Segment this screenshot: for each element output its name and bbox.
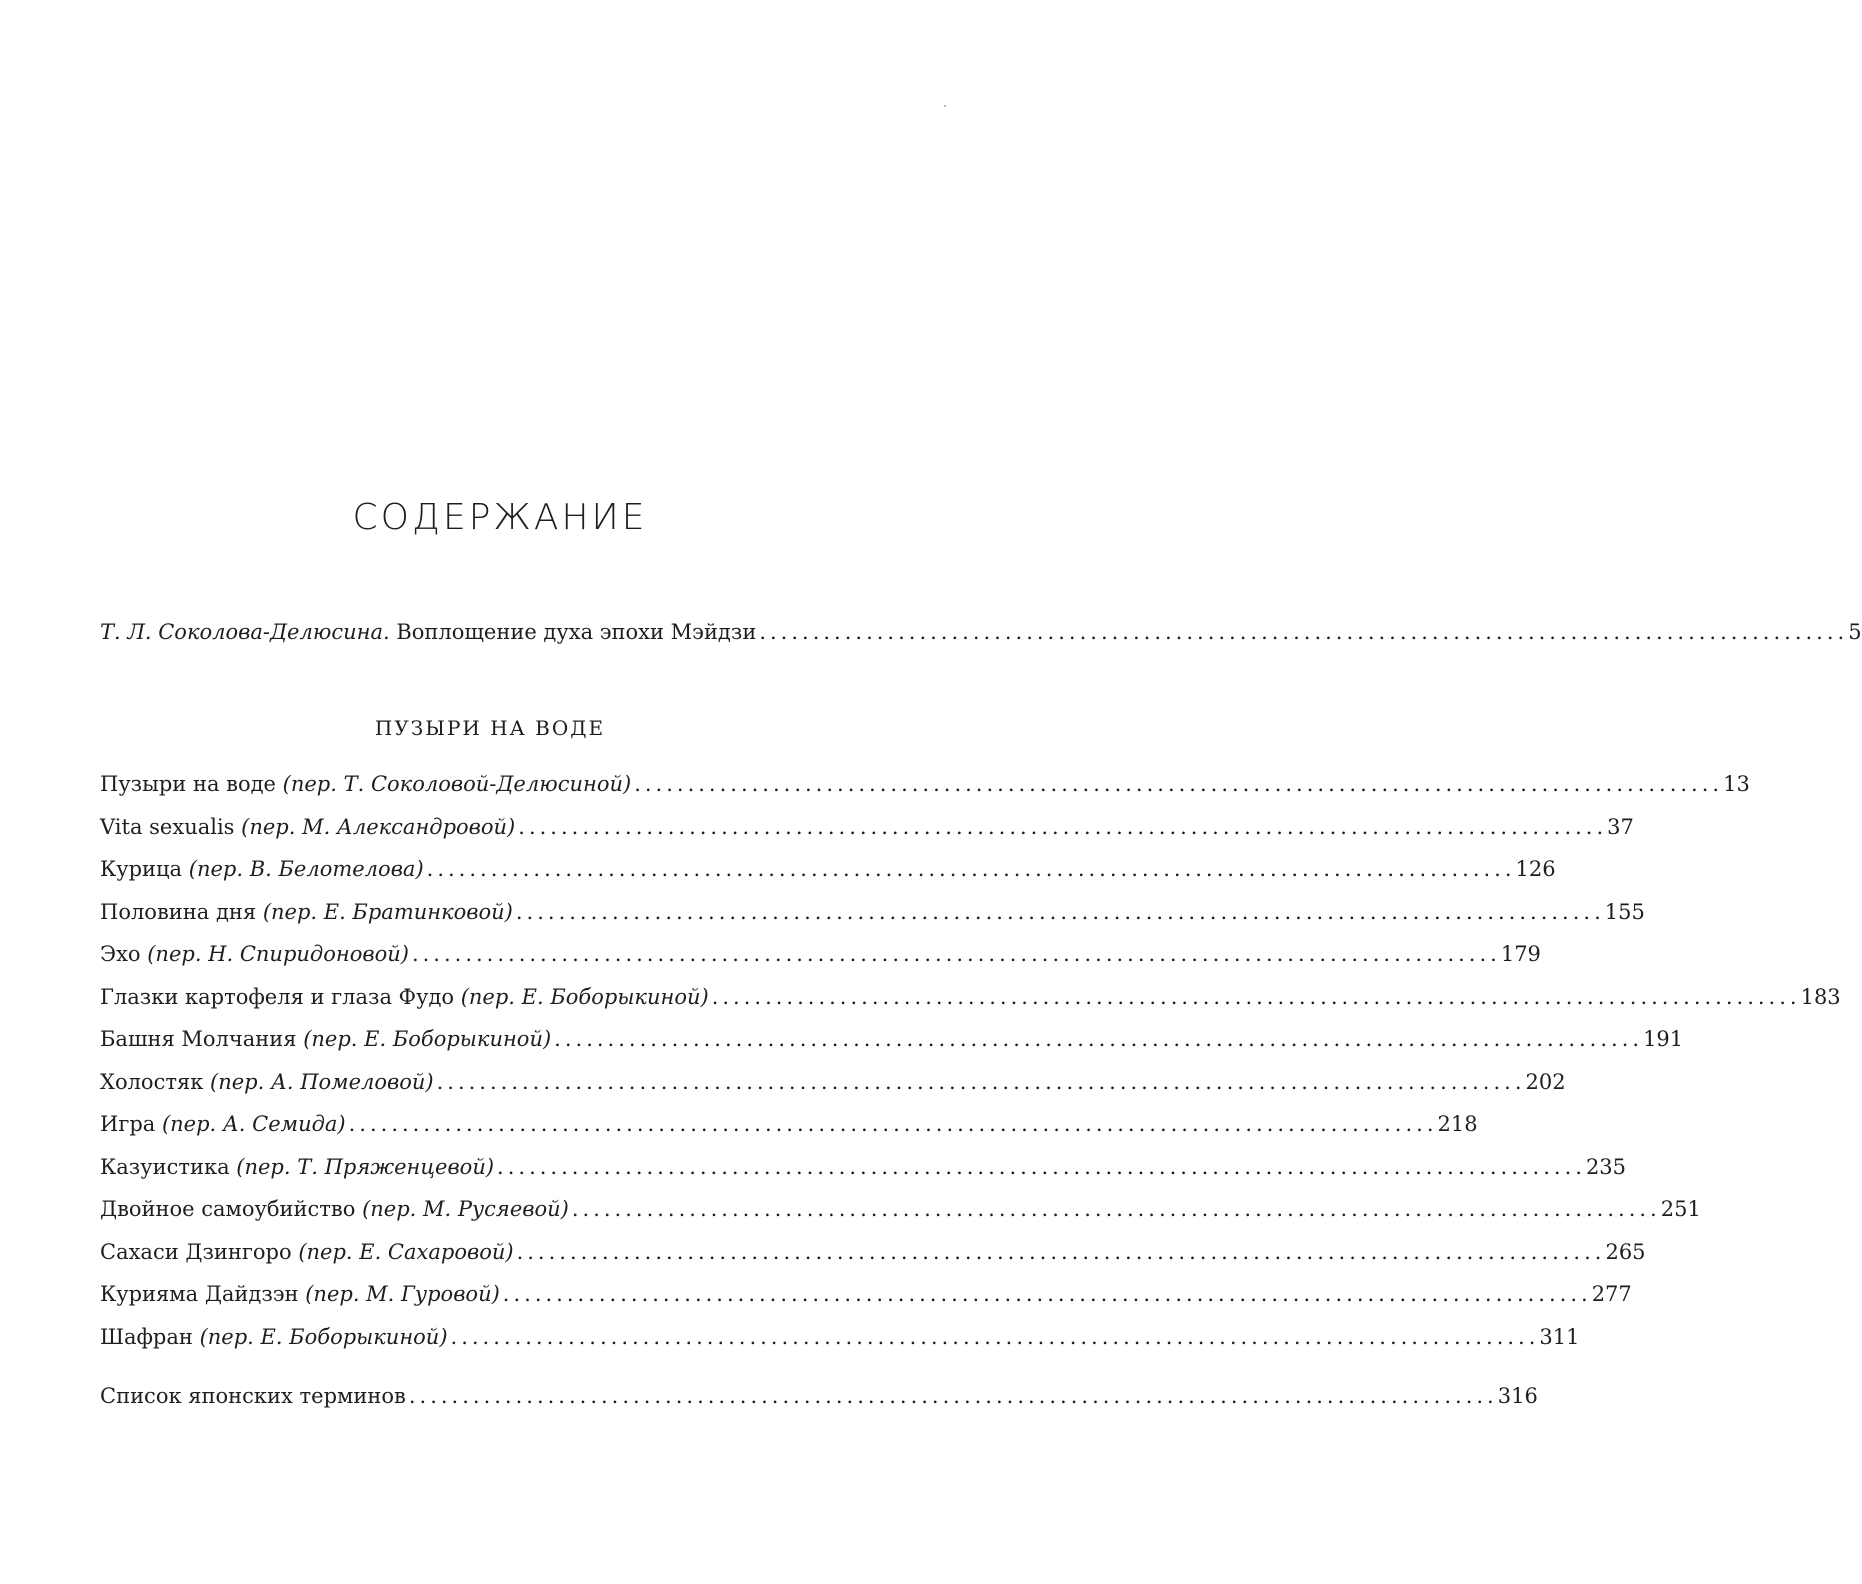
- toc-entry[interactable]: [100, 1112, 1478, 1136]
- page-number: 191: [1643, 1027, 1684, 1051]
- dot-leader: ......................................................................................................: [711, 985, 1801, 1009]
- toc-entry-title: Список японских терминов: [100, 1384, 406, 1408]
- toc-entry-title: Сахаси Дзингоро: [100, 1240, 299, 1264]
- toc-entry-title: Курица: [100, 857, 189, 881]
- toc-entry-translator: (пер. Е. Братинковой): [262, 900, 513, 924]
- toc-entry[interactable]: [100, 857, 1556, 881]
- dot-leader: ......................................................................................................: [759, 620, 1849, 644]
- page-number: 179: [1500, 942, 1541, 966]
- toc-entry-title: Пузыри на воде: [100, 772, 283, 796]
- page-number: 251: [1660, 1197, 1701, 1221]
- dot-leader: ......................................................................................................: [502, 1282, 1592, 1306]
- page-number: 235: [1585, 1155, 1627, 1179]
- toc-entry-intro[interactable]: [100, 620, 1862, 644]
- section-heading: ПУЗЫРИ НА ВОДЕ: [374, 716, 606, 740]
- page-number: 265: [1605, 1240, 1646, 1264]
- toc-entry-title: Шафран: [100, 1325, 200, 1349]
- toc-entry-translator: (пер. В. Белотелова): [188, 857, 424, 881]
- page-title: СОДЕРЖАНИЕ: [352, 497, 648, 538]
- page-number: 13: [1723, 772, 1750, 796]
- toc-entry-translator: (пер. М. Александровой): [241, 815, 516, 839]
- toc-entry-title: Двойное самоубийство: [100, 1197, 363, 1221]
- page-number: 311: [1539, 1325, 1580, 1349]
- toc-entry-title: Глазки картофеля и глаза Фудо: [100, 985, 461, 1009]
- dot-leader: ......................................................................................................: [554, 1027, 1644, 1051]
- toc-entry[interactable]: [100, 815, 1634, 839]
- toc-entry-translator: (пер. Т. Пряженцевой): [236, 1155, 495, 1179]
- toc-entry-translator: (пер. А. Помеловой): [210, 1070, 434, 1094]
- toc-entry-glossary[interactable]: [100, 1384, 1538, 1408]
- toc-entry[interactable]: [100, 1282, 1632, 1306]
- toc-entry-translator: (пер. А. Семида): [161, 1112, 346, 1136]
- toc-entry[interactable]: [100, 942, 1541, 966]
- dot-leader: ......................................................................................................: [348, 1112, 1438, 1136]
- toc-entry-translator: (пер. М. Русяевой): [362, 1197, 569, 1221]
- toc-entry-title: Половина дня: [100, 900, 263, 924]
- toc-entry[interactable]: [100, 1070, 1566, 1094]
- dot-leader: ......................................................................................................: [515, 900, 1605, 924]
- scan-speck: [944, 105, 946, 107]
- page-number: 183: [1800, 985, 1841, 1009]
- page-number: 155: [1604, 900, 1645, 924]
- toc-entry-author: Т. Л. Соколова-Делюсина.: [100, 620, 390, 644]
- toc-entry[interactable]: [100, 772, 1750, 796]
- dot-leader: ......................................................................................................: [426, 857, 1516, 881]
- page-number: 316: [1497, 1384, 1538, 1408]
- toc-entry-translator: (пер. Е. Сахаровой): [298, 1240, 514, 1264]
- toc-entry-title: Холостяк: [100, 1070, 211, 1094]
- dot-leader: ......................................................................................................: [497, 1155, 1586, 1179]
- toc-entry-translator: (пер. Е. Боборыкиной): [199, 1325, 448, 1349]
- toc-entry[interactable]: [100, 900, 1645, 924]
- dot-leader: ......................................................................................................: [518, 815, 1608, 839]
- toc-entry[interactable]: [100, 985, 1841, 1009]
- toc-entry[interactable]: [100, 1155, 1627, 1179]
- dot-leader: ......................................................................................................: [516, 1240, 1606, 1264]
- dot-leader: ......................................................................................................: [411, 942, 1501, 966]
- toc-entry[interactable]: [100, 1197, 1701, 1221]
- dot-leader: ......................................................................................................: [408, 1384, 1498, 1408]
- toc-entry-title: Курияма Дайдзэн: [100, 1282, 306, 1306]
- toc-entry-translator: (пер. Е. Боборыкиной): [303, 1027, 552, 1051]
- dot-leader: ......................................................................................................: [450, 1325, 1540, 1349]
- page-number: 218: [1437, 1112, 1478, 1136]
- toc-entry-title: Vita sexualis: [100, 815, 242, 839]
- toc-entry-label: [100, 622, 756, 643]
- page-number: 277: [1591, 1282, 1632, 1306]
- page-number: 37: [1607, 815, 1634, 839]
- toc-entry[interactable]: [100, 1027, 1684, 1051]
- dot-leader: ......................................................................................................: [571, 1197, 1661, 1221]
- page-number: 126: [1515, 857, 1556, 881]
- dot-leader: ......................................................................................................: [436, 1070, 1526, 1094]
- toc-entry-translator: (пер. Н. Спиридоновой): [147, 942, 409, 966]
- page-number: 202: [1525, 1070, 1566, 1094]
- toc-entry-title: Воплощение духа эпохи Мэйдзи: [389, 620, 757, 644]
- toc-entry[interactable]: [100, 1325, 1580, 1349]
- toc-entry-translator: (пер. Е. Боборыкиной): [460, 985, 709, 1009]
- toc-entry-title: Башня Молчания: [100, 1027, 304, 1051]
- toc-entry-title: Игра: [100, 1112, 162, 1136]
- dot-leader: ......................................................................................................: [634, 772, 1724, 796]
- toc-entry-title: Казуистика: [100, 1155, 237, 1179]
- toc-entry-title: Эхо: [100, 942, 148, 966]
- toc-entry[interactable]: [100, 1240, 1646, 1264]
- page-number: 5: [1848, 620, 1862, 644]
- toc-entry-translator: (пер. М. Гуровой): [305, 1282, 500, 1306]
- toc-entry-translator: (пер. Т. Соколовой-Делюсиной): [282, 772, 632, 796]
